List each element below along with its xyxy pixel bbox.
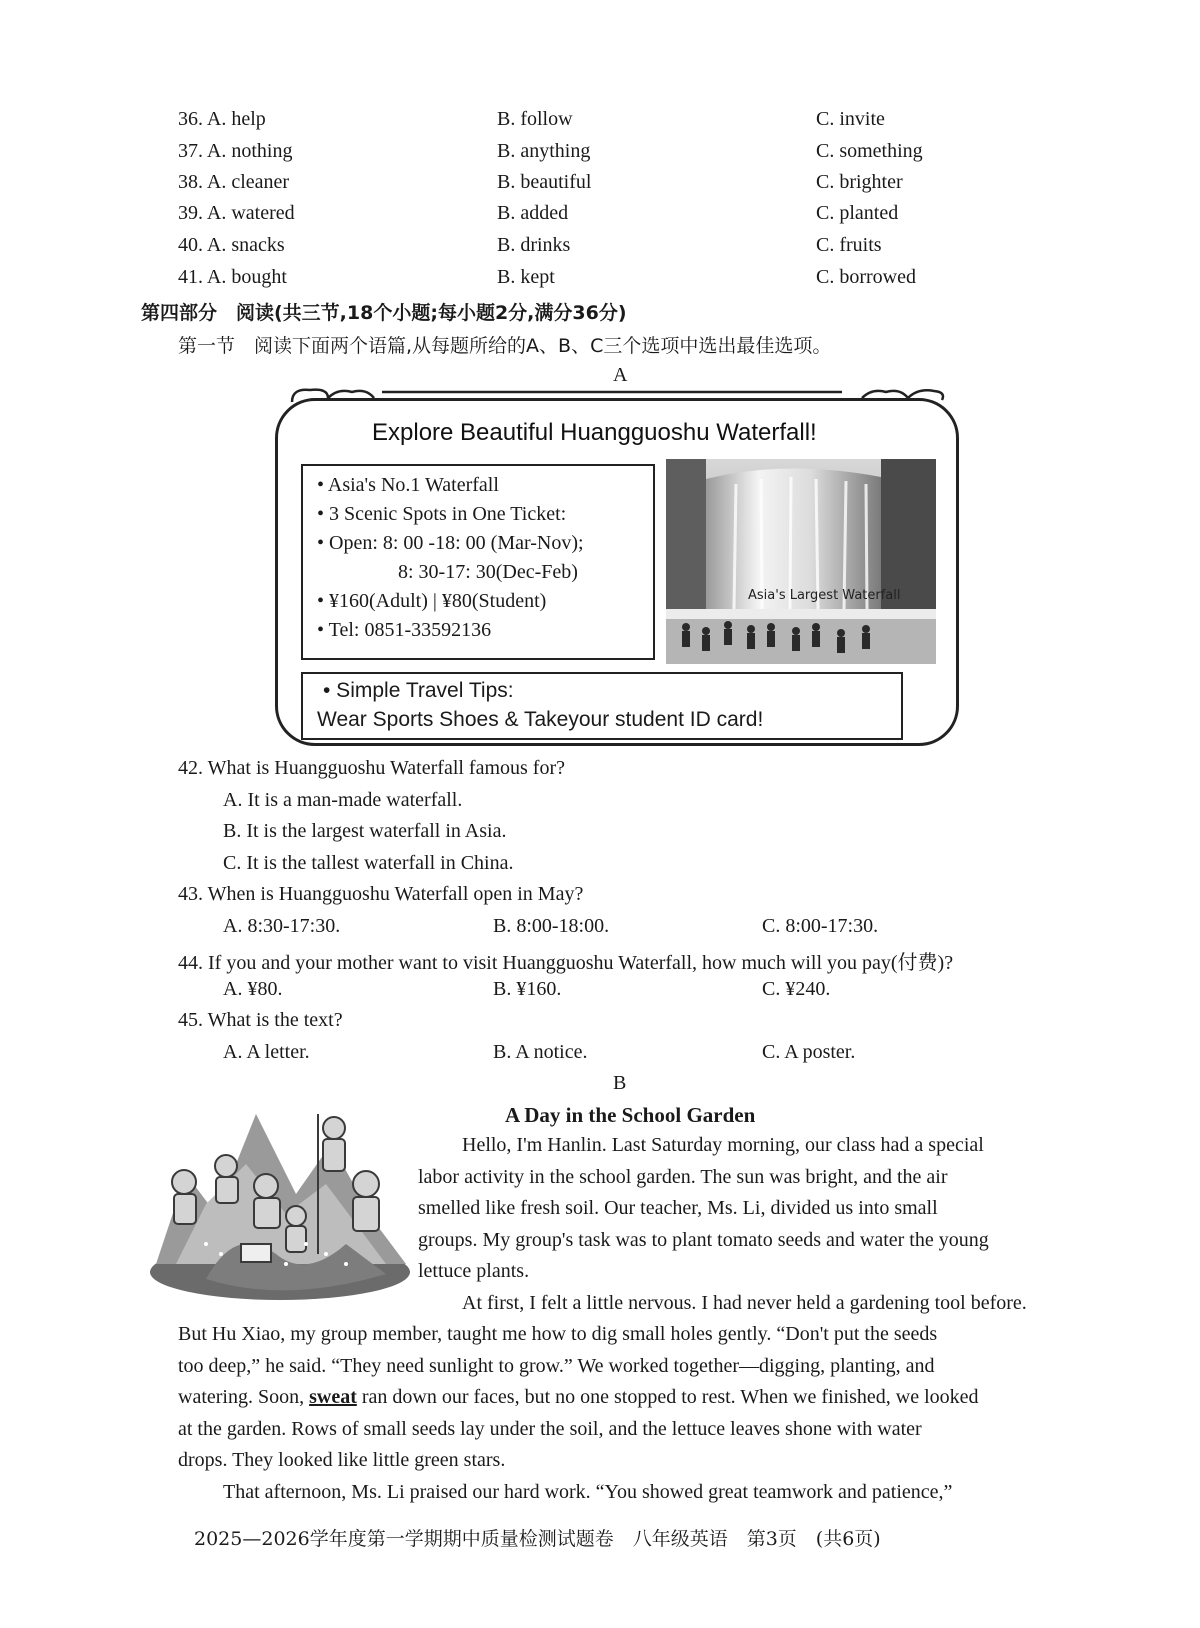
poster-title: Explore Beautiful Huangguoshu Waterfall!	[372, 419, 817, 446]
passage-b-letter: B	[613, 1072, 627, 1094]
option-41-a: 41. A. bought	[178, 266, 287, 288]
question-44-option-a: A. ¥80.	[223, 978, 283, 1000]
option-40-c: C. fruits	[816, 234, 882, 256]
p1-line-3: smelled like fresh soil. Our teacher, Ms. Li, divided us into small	[418, 1197, 938, 1219]
question-42-option-a: A. It is a man-made waterfall.	[223, 789, 463, 811]
option-38-c: C. brighter	[816, 171, 903, 193]
part-4-title: 第四部分 阅读(共三节,18个小题;每小题2分,满分36分)	[141, 302, 627, 324]
tips-text: Wear Sports Shoes & Takeyour student ID card!	[317, 708, 764, 731]
question-45-stem: 45. What is the text?	[178, 1009, 343, 1031]
option-40-b: B. drinks	[497, 234, 571, 256]
option-36-a: 36. A. help	[178, 108, 266, 130]
p2-line-4	[178, 1386, 979, 1409]
option-36-c: C. invite	[816, 108, 885, 130]
option-39-c: C. planted	[816, 202, 899, 224]
option-41-c: C. borrowed	[816, 266, 916, 288]
info-line-no1: • Asia's No.1 Waterfall	[317, 474, 499, 496]
p2-line-3: too deep,” he said. “They need sunlight to grow.” We worked together—digging, planting, and	[178, 1355, 935, 1377]
passage-b-title: A Day in the School Garden	[505, 1103, 756, 1127]
tips-title: • Simple Travel Tips:	[323, 679, 514, 702]
p3-line-1: That afternoon, Ms. Li praised our hard work. “You showed great teamwork and patience,”	[223, 1481, 953, 1503]
option-37-c: C. something	[816, 140, 923, 162]
option-38-b: B. beautiful	[497, 171, 592, 193]
question-45-option-b: B. A notice.	[493, 1041, 588, 1063]
p2-line-2: But Hu Xiao, my group member, taught me how to dig small holes gently. “Don't put the seeds	[178, 1323, 938, 1345]
keyword-sweat: sweat	[309, 1386, 357, 1408]
question-43-option-b: B. 8:00-18:00.	[493, 915, 610, 937]
p2-line-5: at the garden. Rows of small seeds lay under the soil, and the lettuce leaves shone with water	[178, 1418, 922, 1440]
p2-line-4-after: ran down our faces, but no one stopped to rest. When we finished, we looked	[356, 1386, 979, 1408]
p2-line-4-before: watering. Soon,	[178, 1386, 310, 1408]
option-41-b: B. kept	[497, 266, 555, 288]
p1-line-2: labor activity in the school garden. The sun was bright, and the air	[418, 1166, 948, 1188]
option-36-b: B. follow	[497, 108, 573, 130]
info-line-price: • ¥160(Adult) | ¥80(Student)	[317, 590, 547, 612]
info-line-tel: • Tel: 0851-33592136	[317, 619, 492, 641]
question-43-option-a: A. 8:30-17:30.	[223, 915, 341, 937]
info-line-open-winter: 8: 30-17: 30(Dec-Feb)	[398, 561, 578, 583]
p1-line-5: lettuce plants.	[418, 1260, 530, 1282]
page-footer: 2025—2026学年度第一学期期中质量检测试题卷 八年级英语 第3页 (共6页)	[194, 1528, 881, 1550]
option-39-b: B. added	[497, 202, 569, 224]
option-37-a: 37. A. nothing	[178, 140, 293, 162]
garden-illustration	[146, 1104, 414, 1302]
option-39-a: 39. A. watered	[178, 202, 295, 224]
option-37-b: B. anything	[497, 140, 591, 162]
option-38-a: 38. A. cleaner	[178, 171, 290, 193]
question-45-option-a: A. A letter.	[223, 1041, 310, 1063]
p1-line-1: Hello, I'm Hanlin. Last Saturday morning, our class had a special	[462, 1134, 984, 1156]
p2-line-6: drops. They looked like little green stars.	[178, 1449, 506, 1471]
info-line-spots: • 3 Scenic Spots in One Ticket:	[317, 503, 567, 525]
question-43-stem: 43. When is Huangguoshu Waterfall open in May?	[178, 883, 584, 905]
question-42-stem: 42. What is Huangguoshu Waterfall famous for?	[178, 757, 566, 779]
question-44-stem: 44. If you and your mother want to visit Huangguoshu Waterfall, how much will you pay(付费)?	[178, 952, 954, 974]
poster-info-box	[301, 464, 655, 660]
p2-line-1: At first, I felt a little nervous. I had never held a gardening tool before.	[462, 1292, 1027, 1314]
p1-line-4: groups. My group's task was to plant tomato seeds and water the young	[418, 1229, 989, 1251]
travel-tips-box	[301, 672, 903, 740]
photo-caption: Asia's Largest Waterfall	[748, 588, 901, 603]
info-line-open: • Open: 8: 00 -18: 00 (Mar-Nov);	[317, 532, 584, 554]
question-42-option-b: B. It is the largest waterfall in Asia.	[223, 820, 507, 842]
question-43-option-c: C. 8:00-17:30.	[762, 915, 879, 937]
question-44-option-b: B. ¥160.	[493, 978, 562, 1000]
section-1-instruction: 第一节 阅读下面两个语篇,从每题所给的A、B、C三个选项中选出最佳选项。	[178, 335, 832, 357]
option-40-a: 40. A. snacks	[178, 234, 285, 256]
waterfall-photo	[666, 459, 936, 664]
passage-a-letter: A	[613, 364, 628, 386]
question-42-option-c: C. It is the tallest waterfall in China.	[223, 852, 514, 874]
question-45-option-c: C. A poster.	[762, 1041, 856, 1063]
question-44-option-c: C. ¥240.	[762, 978, 831, 1000]
